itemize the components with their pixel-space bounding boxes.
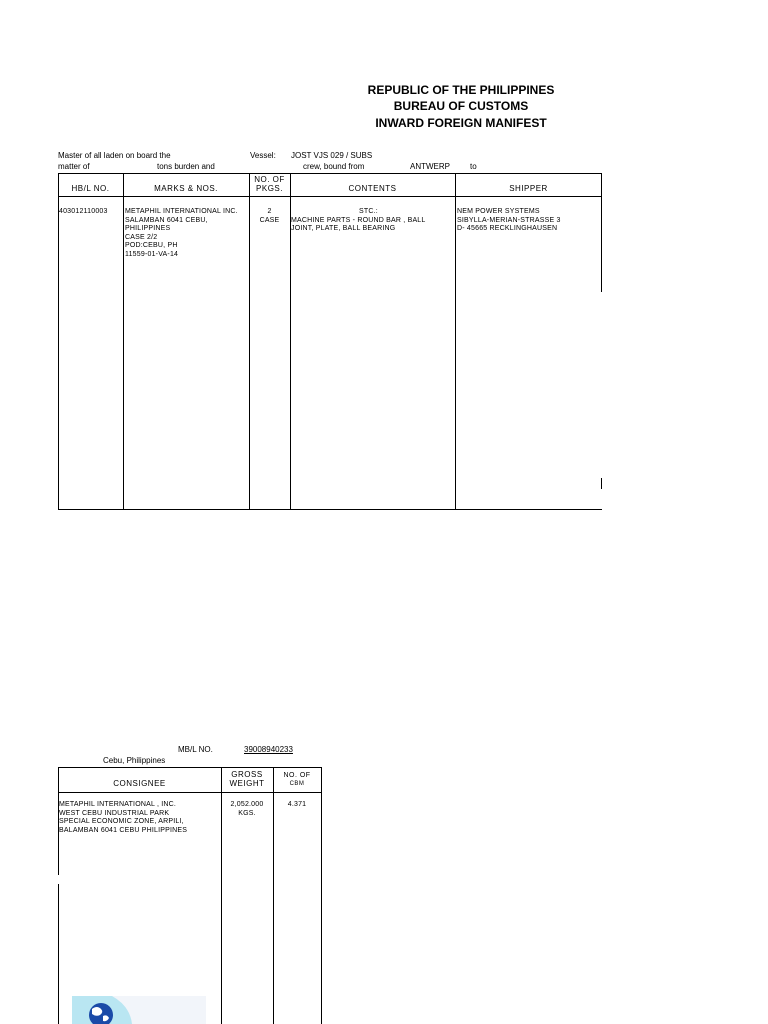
gross-weight-value: 2,052.000 <box>230 801 264 808</box>
table-left-border <box>58 173 59 510</box>
contents-line: MACHINE PARTS - ROUND BAR , BALL <box>291 216 426 224</box>
table-column-divider <box>455 173 456 510</box>
table-right-border <box>321 767 322 1024</box>
table-header-border <box>58 792 322 793</box>
pkgs-unit: CASE <box>259 216 280 224</box>
matter-label: matter of <box>58 162 90 171</box>
contents-line: STC.: <box>359 208 378 215</box>
col-header-marks: MARKS & NOS. <box>154 184 218 193</box>
cbm-value: 4.371 <box>287 801 307 808</box>
consignee-line: BALAMBAN 6041 CEBU PHILIPPINES <box>59 826 188 834</box>
contents-cell <box>291 208 426 234</box>
port-of-discharge: Cebu, Philippines <box>103 756 166 765</box>
gross-weight-cell <box>221 801 273 818</box>
globe-icon <box>72 996 206 1024</box>
marks-line: METAPHIL INTERNATIONAL INC. <box>125 208 238 215</box>
consignee-cell <box>59 801 187 835</box>
shipper-line: NEM POWER SYSTEMS <box>457 208 540 215</box>
mbl-label: MB/L NO. <box>178 745 213 754</box>
master-label: Master of all laden on board the <box>58 151 171 160</box>
marks-line: POD:CEBU, PH <box>125 242 178 249</box>
col-header-cbm-line2: CBM <box>289 781 305 787</box>
col-header-cbm-line1: NO. OF <box>283 772 311 779</box>
hbl-number: 403012110003 <box>59 208 108 215</box>
header-bureau: BUREAU OF CUSTOMS <box>393 99 529 113</box>
shipper-line: D- 45665 RECKLINGHAUSEN <box>457 225 558 232</box>
to-label: to <box>470 162 477 171</box>
table-top-border <box>58 767 322 768</box>
col-header-consignee: CONSIGNEE <box>113 779 166 788</box>
table-header-border <box>58 196 602 197</box>
table-left-border-partial <box>58 884 59 1024</box>
marks-line: 11559-01-VA-14 <box>125 250 179 258</box>
marks-cell <box>125 208 238 259</box>
contents-line: JOINT, PLATE, BALL BEARING <box>291 225 396 232</box>
col-header-gross-line1: GROSS <box>231 770 263 779</box>
consignee-line: METAPHIL INTERNATIONAL , INC. <box>59 801 177 808</box>
col-header-pkgs-line2: PKGS. <box>256 184 283 193</box>
mbl-number: 39008940233 <box>244 745 293 754</box>
table-top-border <box>58 173 602 174</box>
col-header-gross-line2: WEIGHT <box>229 779 265 788</box>
table-column-divider <box>123 173 124 510</box>
shipper-line: SIBYLLA-MERIAN-STRASSE 3 <box>457 216 561 224</box>
header-republic: REPUBLIC OF THE PHILIPPINES <box>367 83 555 97</box>
gross-weight-unit: KGS. <box>238 809 256 817</box>
header-manifest-title: INWARD FOREIGN MANIFEST <box>375 116 547 130</box>
tons-label: tons burden and <box>157 162 215 171</box>
vessel-label: Vessel: <box>250 151 276 160</box>
col-header-contents: CONTENTS <box>348 184 397 193</box>
origin-port: ANTWERP <box>410 162 450 171</box>
pkgs-cell <box>249 208 290 225</box>
consignee-line: SPECIAL ECONOMIC ZONE, ARPILI, <box>59 818 184 825</box>
marks-line: SALAMBAN 6041 CEBU, <box>125 216 208 224</box>
consignee-line: WEST CEBU INDUSTRIAL PARK <box>59 809 170 817</box>
col-header-shipper: SHIPPER <box>509 184 548 193</box>
pkgs-count: 2 <box>267 208 272 215</box>
crew-label: crew, bound from <box>303 162 365 171</box>
marks-line: CASE 2/2 <box>125 233 158 241</box>
marks-line: PHILIPPINES <box>125 225 171 232</box>
col-header-hbl: HB/L NO. <box>71 184 110 193</box>
shipper-cell <box>457 208 561 234</box>
table-bottom-border <box>58 509 602 510</box>
table-right-border-fragment <box>601 478 602 489</box>
company-logo <box>72 996 206 1024</box>
vessel-value: JOST VJS 029 / SUBS <box>291 151 373 160</box>
col-header-pkgs-line1: NO. OF <box>254 175 285 184</box>
